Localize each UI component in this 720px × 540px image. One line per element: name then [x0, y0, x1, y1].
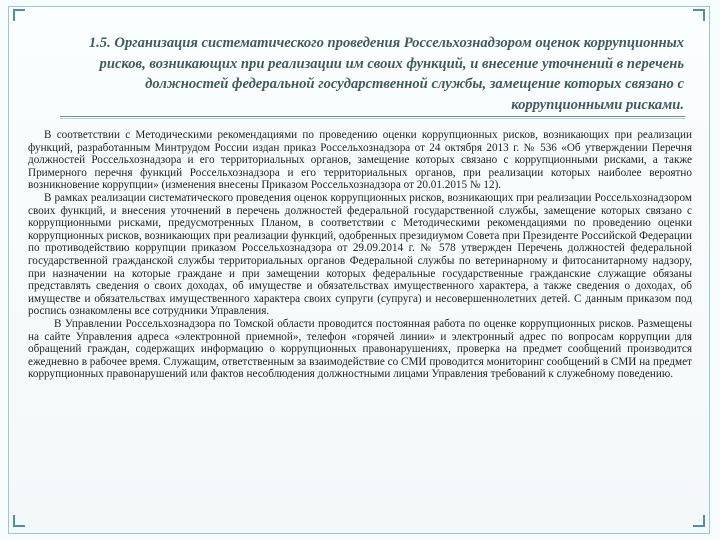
paragraph-1: В соответствии с Методическими рекомендациями по проведению оценки коррупционных рисков, возникающих при реализации функций, разработанным Минтрудом России издан приказ Россельхознадзора от 24 октября 2013 г. № 536 «Об утверждении Перечня должностей Россельхознадзора и его территориальных органов, замещение которых связано с коррупционными рисками, а также Примерного перечня функций Россельхознадзора и его территориальных органов, при реализации которых наиболее вероятно возникновение коррупции» (изменения внесены Приказом Россельхознадзора от 20.01.2015 № 12). — [28, 129, 692, 192]
frame-corner-top-left — [13, 9, 25, 21]
paragraph-2: В рамках реализации систематического проведения оценок коррупционных рисков, возникающих при реализации Россельхознадзором своих функций, и внесения уточнений в перечень должностей федеральной государственной службы, замещение которых связано с коррупционными рисками, предусмотренных Планом, в соответствии с Методическими рекомендациями по проведению оценки коррупционных рисков, возникающих при реализации функций, одобренных президиумом Совета при Президенте Российской Федерации по противодействию коррупции приказом Россельхознадзора от 29.09.2014 г. № 578 утвержден Перечень должностей федеральной государственной гражданской службы территориальных органов Федеральной службы по ветеринарному и фитосанитарному надзору, при назначении на которые граждане и при замещении которых федеральные государственные гражданские служащие обязаны представлять сведения о своих доходах, об имуществе и обязательствах имущественного характера, а также сведения о доходах, об имуществе и обязательствах имущественного характера своих супруги (супруга) и несовершеннолетних детей. С данным приказом под роспись ознакомлены все сотрудники Управления. — [28, 191, 692, 318]
frame-corner-bottom-right — [693, 515, 705, 527]
frame-corner-top-right — [693, 9, 705, 21]
paragraph-3: В Управлении Россельхознадзора по Томской области проводится постоянная работа по оценке коррупционных рисков. Размещены на сайте Управления адреса «электронной приемной», телефон «горячей линии» и электронный адрес по вопросам коррупции для обращений граждан, содержащих информацию о коррупционных правонарушениях, проверка на предмет сообщений производится ежедневно в рабочее время. Служащим, ответственным за взаимодействие со СМИ проводится мониторинг сообщений в СМИ на предмет коррупционных правонарушений или фактов несоблюдения должностными лицами Управления требований к служебному поведению. — [28, 317, 692, 381]
body-text — [28, 129, 692, 381]
title-divider — [60, 116, 685, 117]
frame-corner-bottom-left — [13, 515, 25, 527]
title-divider-shadow — [60, 118, 685, 119]
slide-title: 1.5. Организация систематического проведения Россельхознадзором оценок коррупционных рисков, возникающих при реализации им своих функций, и внесение уточнений в перечень должностей федеральной государственной службы, замещение которых связано с коррупционными рисками. — [88, 35, 684, 113]
